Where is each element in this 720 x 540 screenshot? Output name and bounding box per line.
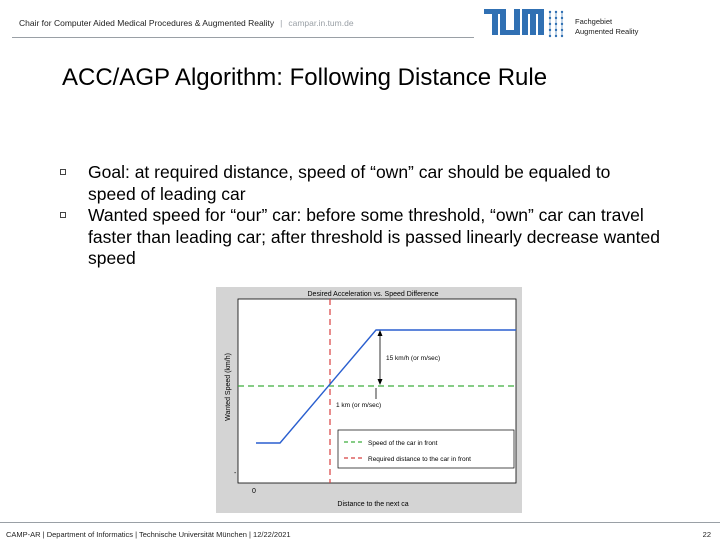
x-tick-label: 0 <box>252 488 256 495</box>
bullet-square-icon <box>60 169 66 175</box>
y-tick-mark: - <box>234 470 237 477</box>
tum-logo <box>484 7 568 39</box>
footer-divider <box>0 522 720 523</box>
bullet-square-icon <box>60 212 66 218</box>
header-divider <box>12 37 474 38</box>
bullet-text: Goal: at required distance, speed of “own” car should be equaled to speed of leading car <box>88 162 611 204</box>
page-number: 22 <box>702 530 711 539</box>
dept-line-2: Augmented Reality <box>575 27 639 36</box>
department-label <box>575 17 638 37</box>
bullet-item <box>60 162 660 205</box>
bullet-list <box>60 162 660 270</box>
chair-name: Chair for Computer Aided Medical Procedures & Augmented Reality <box>19 18 275 28</box>
figure-title: Desired Acceleration vs. Speed Difference <box>307 291 439 298</box>
header-chair <box>19 18 354 28</box>
legend-label-green: Speed of the car in front <box>368 440 438 447</box>
annotation-mid: 1 km (or m/sec) <box>336 402 382 409</box>
annotation-top: 15 km/h (or m/sec) <box>386 355 441 362</box>
header-separator: | <box>280 18 283 28</box>
y-axis-label: Wanted Speed (km/h) <box>225 353 232 421</box>
footer-text: CAMP-AR | Department of Informatics | Technische Universität München | 12/22/2021 <box>6 530 291 539</box>
speed-figure <box>216 287 522 513</box>
dept-line-1: Fachgebiet <box>575 17 613 26</box>
header-url[interactable]: campar.in.tum.de <box>288 18 354 28</box>
bullet-item <box>60 205 660 270</box>
legend-label-red: Required distance to the car in front <box>368 456 471 463</box>
bullet-text: Wanted speed for “our” car: before some threshold, “own” car can travel faster than leading car; after threshold is passed linearly decrease wanted speed <box>88 205 660 268</box>
figure-svg <box>216 287 522 513</box>
slide-title: ACC/AGP Algorithm: Following Distance Rule <box>62 64 548 91</box>
x-axis-label: Distance to the next ca <box>337 501 409 508</box>
